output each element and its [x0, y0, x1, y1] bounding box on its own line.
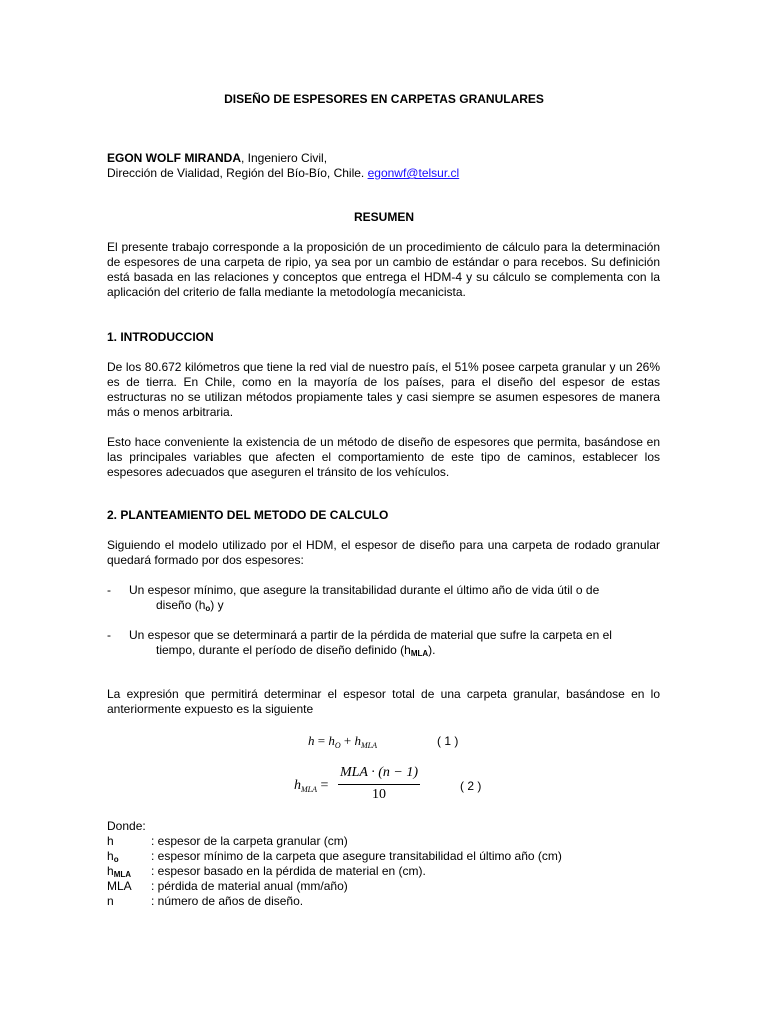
definition-symbol-sub: o	[113, 855, 119, 864]
eq2-equals: =	[317, 778, 329, 793]
bullet-1-text-pre: diseño (h	[156, 598, 206, 612]
author-affiliation: Dirección de Vialidad, Región del Bío-Bío, Chile.	[107, 166, 365, 180]
bullet-1-line-1: Un espesor mínimo, que asegure la transitabilidad durante el último año de vida útil o de	[129, 583, 600, 597]
definition-symbol-text: h	[107, 864, 114, 878]
eq1-term2-sub: MLA	[360, 741, 377, 750]
definition-text: : número de años de diseño.	[151, 894, 304, 908]
eq2-fraction-bar	[338, 784, 420, 785]
definition-text: : espesor mínimo de la carpeta que asegure transitabilidad el último año (cm)	[151, 849, 562, 863]
section1-heading: 1. INTRODUCCION	[107, 330, 214, 344]
definition-text: : pérdida de material anual (mm/año)	[151, 879, 348, 893]
section2-paragraph-2: La expresión que permitirá determinar el espesor total de una carpeta granular, basándose en lo anteriormente expuesto es la siguiente	[107, 687, 660, 716]
section1-paragraph-2: Esto hace conveniente la existencia de un método de diseño de espesores que permita, basándose en las principales variables que afecten el comportamiento de este tipo de caminos, establecer los espesores adecuados que aseguren el tránsito de los vehículos.	[107, 435, 660, 479]
bullet-1-line-2	[129, 598, 660, 616]
definition-symbol-text: h	[107, 849, 114, 863]
bullet-item-1	[107, 583, 660, 616]
bullet-2-subscript: MLA	[410, 649, 429, 658]
definitions-label: Donde:	[107, 819, 146, 833]
eq1-term2: h	[354, 733, 361, 748]
resumen-heading: RESUMEN	[353, 210, 414, 224]
bullet-2-text-pre: tiempo, durante el período de diseño definido (h	[156, 643, 411, 657]
eq2-denominator: 10	[372, 787, 386, 802]
document-title: DISEÑO DE ESPESORES EN CARPETAS GRANULARES	[224, 92, 544, 106]
eq1-plus: +	[340, 733, 355, 748]
eq2-fraction	[338, 765, 420, 802]
equation-1-number: ( 1 )	[437, 734, 459, 748]
author-role: , Ingeniero Civil,	[241, 151, 328, 165]
bullet-1-subscript: o	[205, 604, 211, 613]
bullet-1-text-post: ) y	[210, 598, 224, 612]
section1-paragraph-1: De los 80.672 kilómetros que tiene la red vial de nuestro país, el 51% posee carpeta granular y un 26% es de tierra. En Chile, como en la mayoría de los países, para el diseño del espesor de estas estructuras no se utilizan métodos propiamente tales y casi siempre se asumen espesores de manera más o menos arbitraria.	[107, 360, 660, 419]
resumen-paragraph: El presente trabajo corresponde a la proposición de un procedimiento de cálculo para la determinación de espesores de una carpeta de ripio, ya sea por un cambio de estándar o para recebos. Su definición está basada en las relaciones y conceptos que entrega el HDM-4 y su cálculo se complementa con la aplicación del criterio de falla mediante la metodología mecanicista.	[107, 240, 660, 299]
definition-symbol-text: MLA	[107, 879, 132, 893]
bullet-2-text-post: ).	[428, 643, 436, 657]
bullet-item-2	[107, 628, 660, 661]
eq1-lhs: h	[308, 733, 315, 748]
eq1-term1-sub: O	[334, 741, 341, 750]
definition-symbol-sub: MLA	[113, 870, 132, 879]
definition-symbol-text: n	[107, 894, 114, 908]
author-line	[107, 151, 327, 166]
author-name: EGON WOLF MIRANDA	[107, 151, 241, 165]
eq2-numerator: MLA · (n − 1)	[339, 765, 419, 780]
eq1-equals: =	[314, 733, 329, 748]
section2-paragraph-1: Siguiendo el modelo utilizado por el HDM, el espesor de diseño para una carpeta de rodado granular quedará formado por dos espesores:	[107, 538, 660, 567]
definition-text: : espesor de la carpeta granular (cm)	[151, 834, 348, 848]
bullet-dash: -	[107, 628, 111, 642]
bullet-2-line-2	[129, 643, 660, 661]
eq2-lhs-symbol: h	[294, 778, 301, 793]
equation-1	[308, 733, 377, 753]
bullet-2-line-1: Un espesor que se determinará a partir de la pérdida de material que sufre la carpeta en el	[129, 628, 612, 642]
definition-text: : espesor basado en la pérdida de material en (cm).	[151, 864, 426, 878]
equation-2-number: ( 2 )	[460, 779, 482, 793]
section2-heading: 2. PLANTEAMIENTO DEL METODO DE CALCULO	[107, 508, 389, 522]
author-email-link[interactable]: egonwf@telsur.cl	[367, 166, 460, 180]
eq2-lhs	[294, 778, 328, 797]
definition-symbol-text: h	[107, 834, 114, 848]
definition-symbol	[107, 894, 114, 912]
eq2-lhs-sub: MLA	[301, 785, 317, 794]
affiliation-line	[107, 166, 459, 181]
eq1-term1: h	[328, 733, 335, 748]
bullet-dash: -	[107, 583, 111, 597]
